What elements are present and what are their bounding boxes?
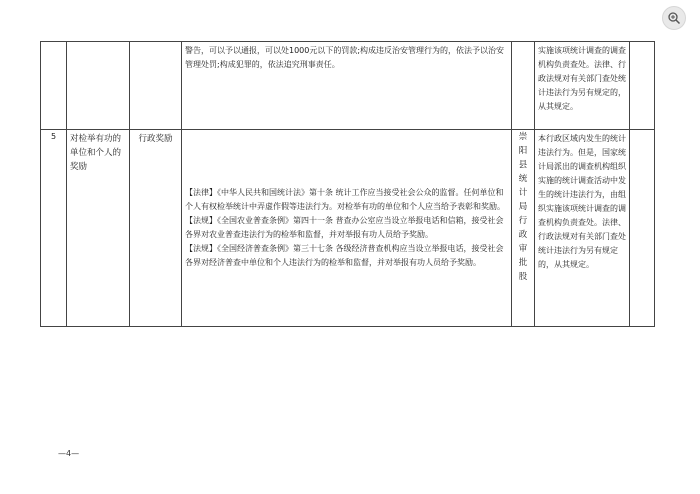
responsibility-cell bbox=[535, 42, 630, 130]
row-number: 5 bbox=[41, 130, 67, 327]
basis-cell bbox=[182, 42, 512, 130]
remark-cell bbox=[630, 130, 655, 327]
basis-law: 【法律】《中华人民共和国统计法》第十条 统计工作应当接受社会公众的监督。任何单位和个人有权检举统计中弄虚作假等违法行为。对检举有功的单位和个人应当给予表彰和奖励。 bbox=[185, 188, 505, 211]
basis-cell bbox=[182, 130, 512, 327]
item-name: 对检举有功的单位和个人的奖励 bbox=[70, 134, 122, 172]
table-row bbox=[41, 130, 655, 327]
item-name-cell bbox=[67, 42, 130, 130]
page-number: —4— bbox=[58, 449, 80, 458]
type-cell bbox=[130, 42, 182, 130]
item-type-cell bbox=[130, 130, 182, 327]
number-cell bbox=[41, 42, 67, 130]
remark-cell bbox=[630, 42, 655, 130]
responsibility-cell bbox=[535, 130, 630, 327]
responsibility-text: 实施该项统计调查的调查机构负责查处。法律、行政法规对有关部门查处统计违法行为另有规定的，从其规定。 bbox=[538, 46, 626, 111]
basis-regulation-agriculture: 【法规】《全国农业普查条例》第四十一条 普查办公室应当设立举报电话和信箱，接受社会各界对农业普查违法行为的检举和监督，并对举报有功人员给予奖励。 bbox=[185, 216, 504, 239]
power-list-table bbox=[40, 41, 655, 327]
basis-text: 警告，可以予以通报，可以处1000元以下的罚款;构成违反治安管理行为的，依法予以治安管理处罚;构成犯罪的，依法追究刑事责任。 bbox=[185, 46, 505, 69]
department-name: 崇阳县统计局行政审批股 bbox=[518, 132, 528, 282]
zoom-button[interactable] bbox=[662, 6, 686, 30]
responsibility-text: 本行政区域内发生的统计违法行为。但是，国家统计局派出的调查机构组织实施的统计调查活动中发生的统计违法行为，由组织实施该项统计调查的调查机构负责查处。法律、行政法规对有关部门查处统计违法行为另有规定的，从其规定。 bbox=[538, 134, 626, 269]
basis-regulation-economy: 【法规】《全国经济普查条例》第三十七条 各级经济普查机构应当设立举报电话，接受社会各界对经济普查中单位和个人违法行为的检举和监督，并对举报有功人员给予奖励。 bbox=[185, 244, 504, 267]
item-name-cell bbox=[67, 130, 130, 327]
item-type: 行政奖励 bbox=[138, 134, 173, 144]
department-cell bbox=[512, 130, 535, 327]
table-row-continued bbox=[41, 42, 655, 130]
department-cell bbox=[512, 42, 535, 130]
zoom-in-icon bbox=[667, 11, 681, 25]
